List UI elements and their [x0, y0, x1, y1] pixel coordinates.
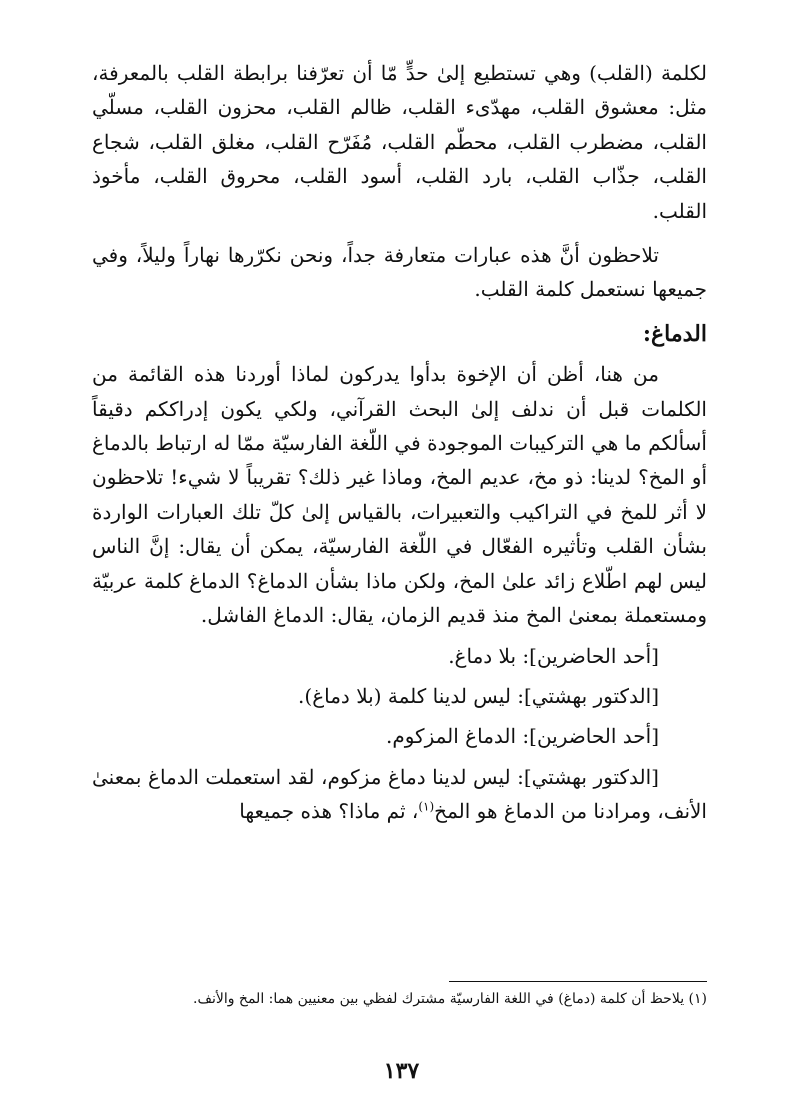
- dialog-line-attendee-1: [أحد الحاضرين]: بلا دماغ.: [448, 643, 659, 668]
- page-number: ١٣٧: [383, 1058, 420, 1084]
- footnote-separator: [449, 981, 707, 982]
- dialog-text-end: ، ثم ماذا؟ هذه جميعها: [239, 799, 419, 824]
- dialog-text-start: [الدكتور بهشتي]: ليس لدينا دماغ مزكوم، لقد استعملت الدماغ بمعنىٰ الأنف، ومرادنا من الدماغ هو المخ: [92, 764, 707, 824]
- dialog-line-beheshti-1: [الدكتور بهشتي]: ليس لدينا كلمة (بلا دماغ).: [298, 683, 659, 708]
- paragraph-common-phrases: تلاحظون أنَّ هذه عبارات متعارفة جداً، ونحن نكرّرها نهاراً وليلاً، وفي جميعها نستعمل كلمة القلب.: [92, 243, 707, 302]
- footnote: (١) يلاحظ أن كلمة (دماغ) في اللغة الفارسيّة مشترك لفظي بين معنيين هما: المخ والأنف.: [193, 991, 707, 1007]
- footnote-reference: (١): [418, 799, 435, 814]
- paragraph-brain-discussion: من هنا، أظن أن الإخوة بدأوا يدركون لماذا أوردنا هذه القائمة من الكلمات قبل أن ندلف إلىٰ البحث القرآني، ولكي يكون إدراككم دقيقاً أسألكم ما هي التركيبات الموجودة في اللّغة الفارسيّة ممّا له ارتباط بالدماغ أو المخ؟ لدينا: ذو مخ، عديم المخ، وماذا غير ذلك؟ تقريباً لا شيء! تلاحظون لا أثر للمخ في التراكيب والتعبيرات، بالقياس إلىٰ كلّ تلك العبارات الواردة بشأن القلب وتأثيره الفعّال في اللّغة الفارسيّة، يمكن أن يقال: إنَّ الناس ليس لهم اطّلاع زائد علىٰ المخ، ولكن ماذا بشأن الدماغ؟ الدماغ كلمة عربيّة ومستعملة بمعنىٰ المخ منذ قديم الزمان، يقال: الدماغ الفاشل.: [92, 362, 707, 628]
- section-heading-brain: الدماغ:: [642, 320, 707, 347]
- dialog-line-attendee-2: [أحد الحاضرين]: الدماغ المزكوم.: [385, 724, 659, 749]
- body-text: [92, 56, 707, 829]
- paragraph-heart-phrases: لكلمة (القلب) وهي تستطيع إلىٰ حدٍّ مّا أن تعرّفنا برابطة القلب بالمعرفة، مثل: معشوق القلب، مهدّىء القلب، ظالم القلب، محزون القلب، مسلّي القلب، مضطرب القلب، محطّم القلب، مُفَرّح القلب، مغلق القلب، شجاع القلب، جذّاب القلب، بارد القلب، أسود القلب، محروق القلب، مأخوذ القلب.: [92, 61, 707, 223]
- dialog-line-beheshti-2: [92, 760, 707, 829]
